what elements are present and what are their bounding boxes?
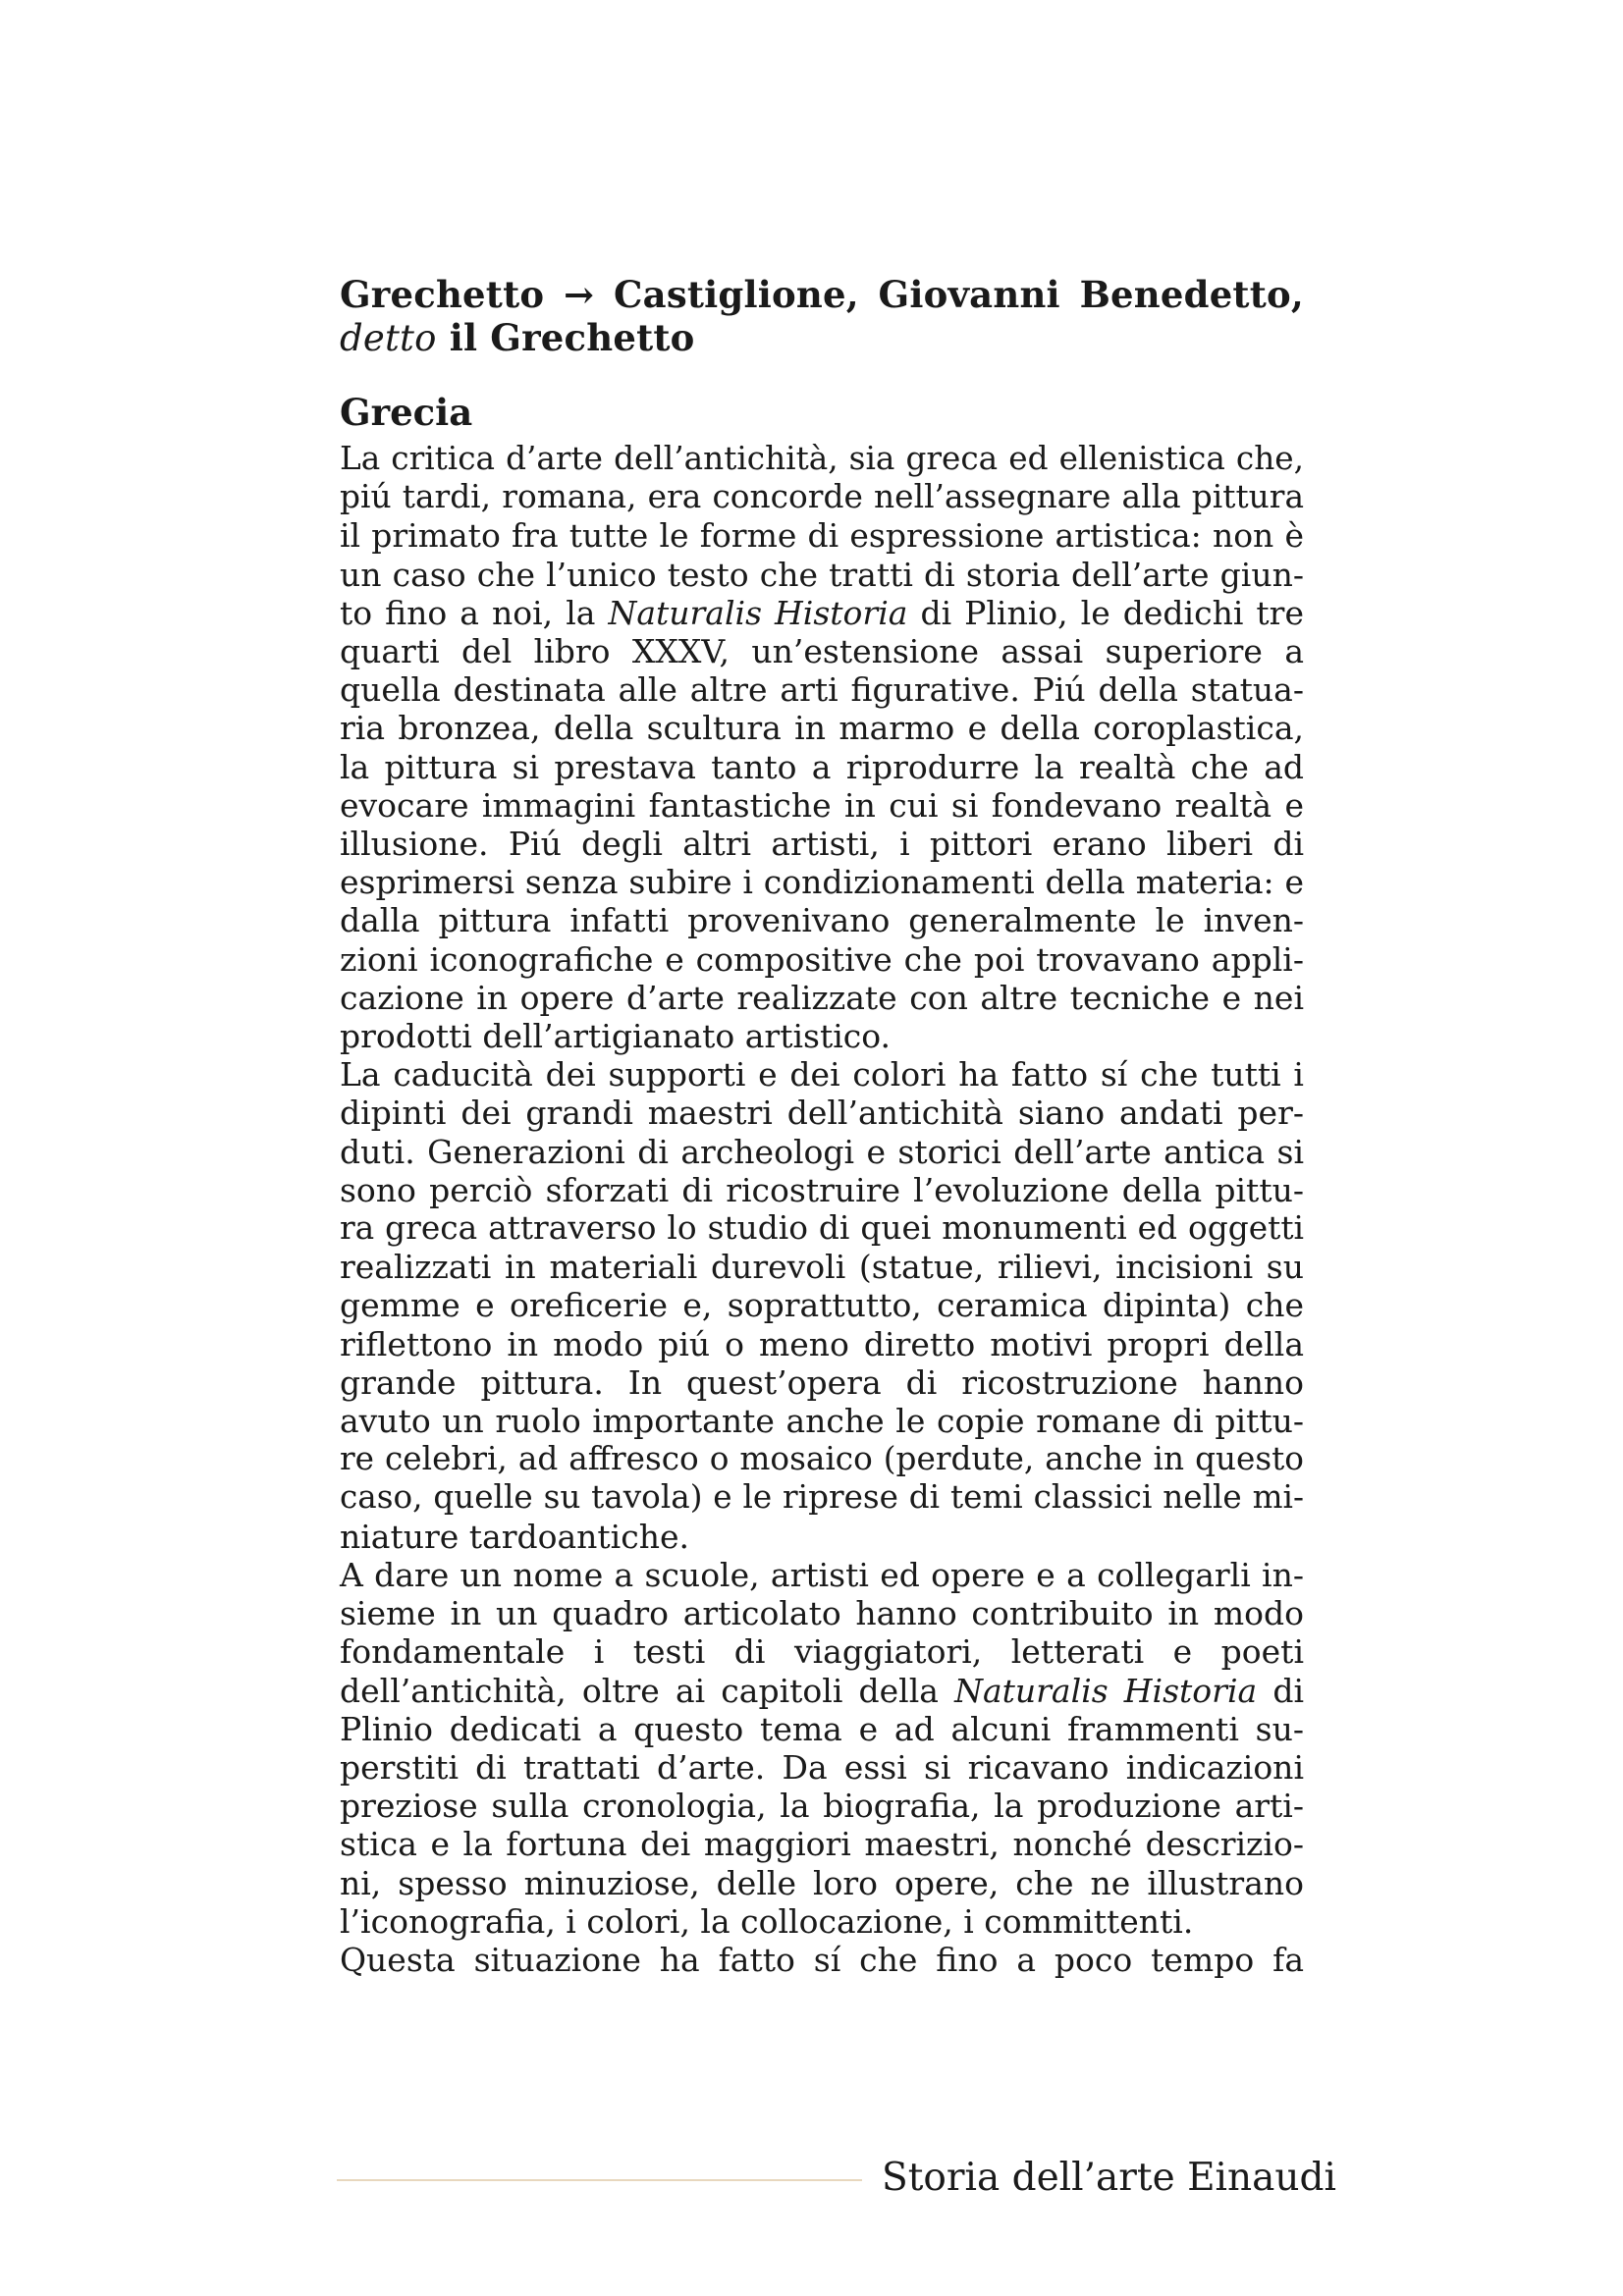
text-line: un caso che l’unico testo che tratti di storia dell’arte giun- bbox=[340, 555, 1304, 594]
text-line: il primato fra tutte le forme di espressione artistica: non è bbox=[340, 516, 1304, 556]
text-line: cazione in opere d’arte realizzate con altre tecniche e nei bbox=[340, 978, 1304, 1017]
text-line: riflettono in modo piú o meno diretto motivi propri della bbox=[340, 1324, 1304, 1363]
cross-reference-entry bbox=[340, 273, 1304, 360]
text-line: Plinio dedicati a questo tema e ad alcuni frammenti su- bbox=[340, 1709, 1304, 1748]
arrow-icon: → bbox=[564, 273, 595, 316]
text-segment: di bbox=[1272, 1671, 1305, 1710]
text-line: dipinti dei grandi maestri dell’antichità siano andati per- bbox=[340, 1094, 1304, 1133]
text-line: dalla pittura infatti provenivano generalmente le inven- bbox=[340, 901, 1304, 940]
footer-publication-title: Storia dell’arte Einaudi bbox=[882, 2156, 1336, 2200]
footer-divider bbox=[337, 2179, 862, 2181]
text-line: Questa situazione ha fatto sí che fino a poco tempo fa bbox=[340, 1940, 1304, 1979]
cross-reference-line-2 bbox=[340, 316, 1304, 360]
text-line: preziose sulla cronologia, la biografia, la produzione arti- bbox=[340, 1787, 1304, 1826]
paragraph-1 bbox=[340, 440, 1304, 1055]
text-line: caso, quelle su tavola) e le riprese di temi classici nelle mi- bbox=[340, 1478, 1304, 1517]
text-line: esprimersi senza subire i condizionamenti della materia: e bbox=[340, 863, 1304, 902]
section-title: Grecia bbox=[340, 391, 473, 434]
text-line: ra greca attraverso lo studio di quei monumenti ed oggetti bbox=[340, 1209, 1304, 1248]
text-line bbox=[340, 1672, 1304, 1710]
text-line: la pittura si prestava tanto a riprodurre la realtà che ad bbox=[340, 747, 1304, 786]
paragraph-2 bbox=[340, 1055, 1304, 1556]
text-line: evocare immagini fantastiche in cui si fondevano realtà e bbox=[340, 785, 1304, 825]
text-line: sono perciò sforzati di ricostruire l’evoluzione della pittu- bbox=[340, 1170, 1304, 1209]
text-line: fondamentale i testi di viaggiatori, letterati e poeti bbox=[340, 1632, 1304, 1672]
cross-reference-target[interactable]: Castiglione, Giovanni Benedetto, bbox=[614, 273, 1304, 316]
entry-term: Grechetto bbox=[340, 273, 545, 316]
text-line: l’iconografia, i colori, la collocazione, i committenti. bbox=[340, 1901, 1194, 1941]
text-line: niature tardoantiche. bbox=[340, 1517, 689, 1556]
text-line: La critica d’arte dell’antichità, sia greca ed ellenistica che, bbox=[340, 440, 1304, 477]
cross-reference-qualifier: detto bbox=[340, 317, 437, 359]
paragraph-4 bbox=[340, 1941, 1304, 1979]
text-line: stica e la fortuna dei maggiori maestri, nonché descrizio- bbox=[340, 1825, 1304, 1864]
text-segment: to fino a noi, la bbox=[340, 593, 596, 632]
text-line: prodotti dell’artigianato artistico. bbox=[340, 1017, 892, 1056]
cross-reference-alias: il Grechetto bbox=[449, 316, 695, 359]
cross-reference-line-1 bbox=[340, 273, 1304, 316]
text-line: zioni iconografiche e compositive che poi trovavano appli- bbox=[340, 939, 1304, 979]
text-line: ni, spesso minuziose, delle loro opere, che ne illustrano bbox=[340, 1863, 1304, 1902]
work-title: Naturalis Historia bbox=[954, 1671, 1258, 1710]
text-line: quarti del libro XXXV, un’estensione assai superiore a bbox=[340, 632, 1304, 671]
text-line: grande pittura. In quest’opera di ricostruzione hanno bbox=[340, 1362, 1304, 1402]
text-line: illusione. Piú degli altri artisti, i pittori erano liberi di bbox=[340, 825, 1304, 864]
text-line: piú tardi, romana, era concorde nell’assegnare alla pittura bbox=[340, 478, 1304, 516]
text-line: realizzati in materiali durevoli (statue, rilievi, incisioni su bbox=[340, 1248, 1304, 1287]
text-line: re celebri, ad affresco o mosaico (perdute, anche in questo bbox=[340, 1440, 1304, 1478]
article-body bbox=[340, 440, 1304, 1979]
text-line: sieme in un quadro articolato hanno contribuito in modo bbox=[340, 1594, 1304, 1633]
text-line: La caducità dei supporti e dei colori ha fatto sí che tutti i bbox=[340, 1055, 1304, 1095]
text-segment: dell’antichità, oltre ai capitoli della bbox=[340, 1671, 939, 1710]
text-line: ria bronzea, della scultura in marmo e della coroplastica, bbox=[340, 709, 1304, 748]
text-line: perstiti di trattati d’arte. Da essi si ricavano indicazioni bbox=[340, 1747, 1304, 1787]
text-line: quella destinata alle altre arti figurative. Piú della statua- bbox=[340, 670, 1304, 710]
text-line: A dare un nome a scuole, artisti ed opere e a collegarli in- bbox=[340, 1555, 1304, 1594]
text-line: duti. Generazioni di archeologi e storici dell’arte antica si bbox=[340, 1132, 1304, 1171]
text-line: gemme e oreficerie e, soprattutto, ceramica dipinta) che bbox=[340, 1286, 1304, 1325]
text-line bbox=[340, 594, 1304, 632]
paragraph-3 bbox=[340, 1556, 1304, 1941]
text-line: avuto un ruolo importante anche le copie romane di pittu- bbox=[340, 1402, 1304, 1441]
text-segment: di Plinio, le dedichi tre bbox=[920, 593, 1304, 632]
work-title: Naturalis Historia bbox=[608, 593, 908, 632]
